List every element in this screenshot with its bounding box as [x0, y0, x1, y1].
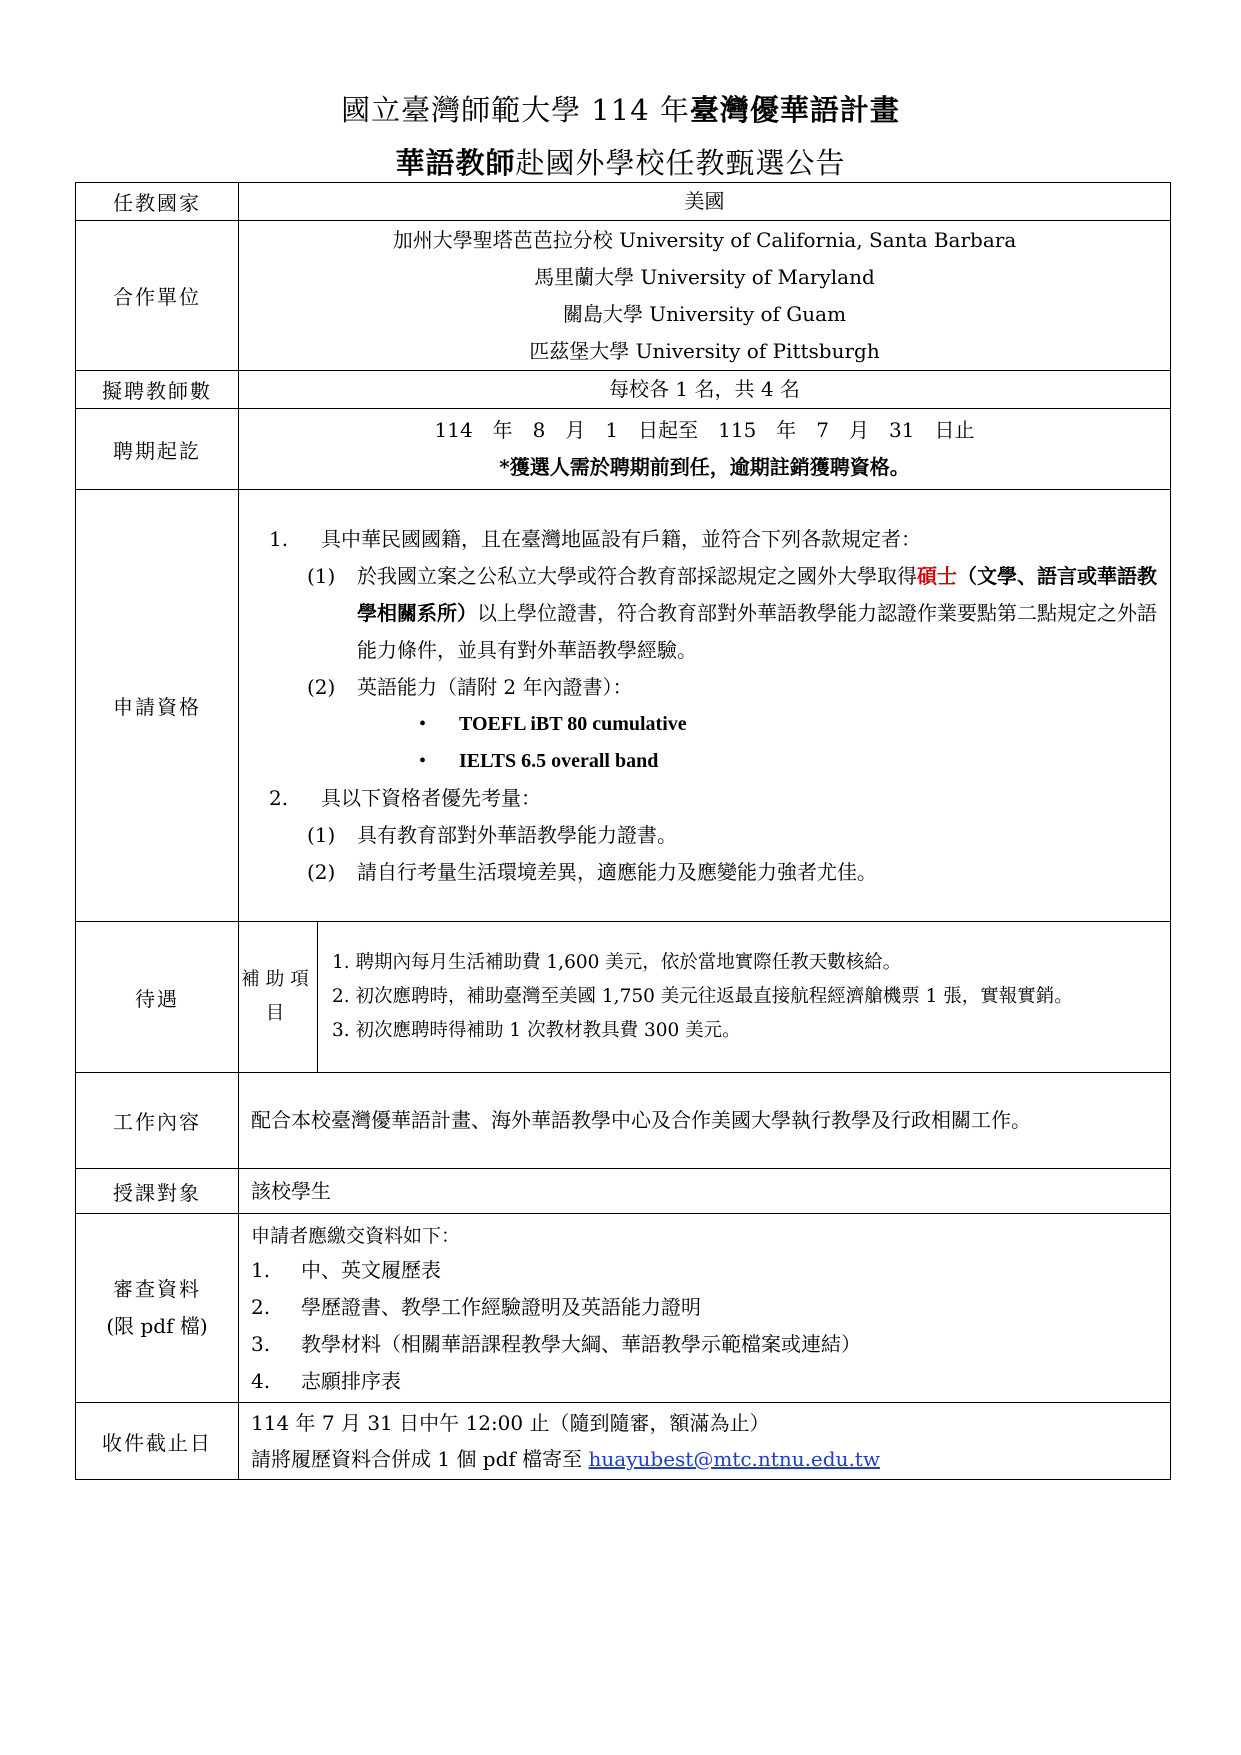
label-headcount: 擬聘教師數 — [76, 371, 239, 409]
label-benefits: 待遇 — [76, 922, 239, 1073]
email-link[interactable]: huayubest@mtc.ntnu.edu.tw — [588, 1447, 880, 1471]
value-qualifications — [239, 490, 1171, 922]
label-qualifications: 申請資格 — [76, 490, 239, 922]
position-name: 華語教師 — [395, 146, 516, 180]
bullet-item: • IELTS 6.5 overall band — [259, 743, 1160, 780]
bullet-icon: • — [419, 712, 427, 735]
label-subsidy: 補助項目 — [239, 922, 318, 1072]
list-item: 2. 初次應聘時，補助臺灣至美國 1,750 美元往返最直接航程經濟艙機票 1 張，實報實銷。 — [332, 986, 1073, 1007]
partner-item: 加州大學聖塔芭芭拉分校 University of California, Santa Barbara — [392, 227, 1017, 252]
list-item: (2) 英語能力（請附 2 年內證書）： — [307, 674, 633, 699]
row-duties — [76, 1073, 1171, 1169]
period-note: *獲選人需於聘期前到任，逾期註銷獲聘資格。 — [499, 455, 910, 479]
value-duties: 配合本校臺灣優華語計畫、海外華語教學中心及合作美國大學執行教學及行政相關工作。 — [239, 1073, 1171, 1169]
period-dates: 114 年 8 月 1 日起至 115 年 7 月 31 日止 — [434, 418, 975, 442]
review-head: 申請者應繳交資料如下： — [251, 1225, 461, 1247]
subsidy-list — [318, 922, 1171, 1072]
degree-highlight: 碩士 — [917, 563, 957, 588]
row-headcount — [76, 371, 1171, 409]
partner-item: 關島大學 University of Guam — [562, 301, 847, 326]
label-review: 審查資料 (限 pdf 檔) — [76, 1214, 239, 1403]
list-item: 1. 具中華民國國籍，且在臺灣地區設有戶籍，並符合下列各款規定者： — [269, 526, 921, 551]
value-deadline — [239, 1403, 1171, 1480]
deadline-time: 114 年 7 月 31 日中午 12:00 止（隨到隨審，額滿為止） — [251, 1411, 770, 1435]
list-item: 3. 教學材料（相關華語課程教學大綱、華語教學示範檔案或連結） — [251, 1332, 861, 1356]
row-benefits — [76, 922, 1171, 1073]
value-benefits — [239, 922, 1171, 1073]
value-headcount: 每校各 1 名，共 4 名 — [239, 371, 1171, 409]
value-review — [239, 1214, 1171, 1403]
title-prefix: 國立臺灣師範大學 114 年 — [341, 93, 690, 127]
partner-item: 匹茲堡大學 University of Pittsburgh — [529, 338, 880, 363]
value-period — [239, 409, 1171, 490]
list-item: (1) 於我國立案之公私立大學或符合教育部採認規定之國外大學取得碩士（文學、語言或華語教學相關系所）以上學位證書，符合教育部對外華語教學能力認證作業要點第二點規定之外語能力條件，並具有對外華語教學經驗。 — [307, 563, 1157, 662]
row-deadline — [76, 1403, 1171, 1480]
list-item: 2. 學歷證書、教學工作經驗證明及英語能力證明 — [251, 1295, 701, 1319]
value-students: 該校學生 — [239, 1169, 1171, 1214]
value-partners — [239, 221, 1171, 371]
list-item: 1. 聘期內每月生活補助費 1,600 美元，依於當地實際任教天數核給。 — [332, 952, 902, 973]
value-country: 美國 — [239, 183, 1171, 221]
bullet-icon: • — [419, 749, 427, 772]
list-item: (1) 具有教育部對外華語教學能力證書。 — [307, 822, 677, 847]
partner-item: 馬里蘭大學 University of Maryland — [534, 264, 875, 289]
row-qualifications — [76, 490, 1171, 922]
row-review — [76, 1214, 1171, 1403]
deadline-instruction: 請將履歷資料合併成 1 個 pdf 檔寄至 huayubest@mtc.ntnu.edu.tw — [251, 1447, 880, 1471]
list-item: (2) 請自行考量生活環境差異，適應能力及應變能力強者尤佳。 — [307, 859, 877, 884]
label-partners: 合作單位 — [76, 221, 239, 371]
label-country: 任教國家 — [76, 183, 239, 221]
label-period: 聘期起訖 — [76, 409, 239, 490]
list-item: 1. 中、英文履歷表 — [251, 1258, 441, 1282]
title-suffix: 赴國外學校任教甄選公告 — [515, 146, 846, 180]
label-deadline: 收件截止日 — [76, 1403, 239, 1480]
row-period — [76, 409, 1171, 490]
list-item: 2. 具以下資格者優先考量： — [269, 785, 541, 810]
title-line-2 — [0, 141, 1241, 182]
announcement-table — [75, 182, 1171, 1480]
program-name: 臺灣優華語計畫 — [689, 93, 900, 127]
row-country — [76, 183, 1171, 221]
row-students — [76, 1169, 1171, 1214]
label-duties: 工作內容 — [76, 1073, 239, 1169]
label-students: 授課對象 — [76, 1169, 239, 1214]
row-partners — [76, 221, 1171, 371]
list-item: 3. 初次應聘時得補助 1 次教材教具費 300 美元。 — [332, 1020, 741, 1041]
list-item: 4. 志願排序表 — [251, 1369, 401, 1393]
bullet-item: • TOEFL iBT 80 cumulative — [259, 706, 1160, 743]
title-line-1 — [0, 88, 1241, 129]
